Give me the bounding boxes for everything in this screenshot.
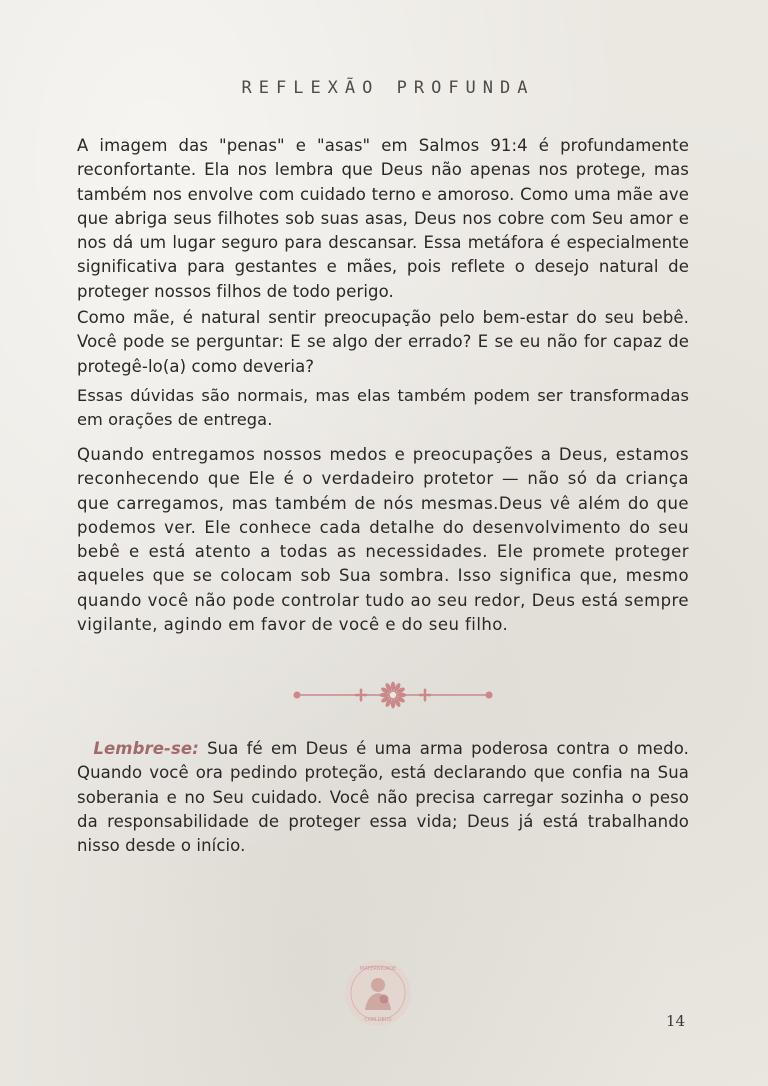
svg-text:MATERNIDADE: MATERNIDADE (359, 966, 397, 972)
page-number: 14 (666, 1012, 686, 1030)
paragraph-surrender: Quando entregamos nossos medos e preocupações a Deus, estamos reconhecendo que Ele é o verdadeiro protetor — não só da criança que carregamos, mas também de nós mesmas.Deus vê além do que podemos ver. Ele conhece cada detalhe do desenvolvimento do seu bebê e está atento a todas as necessidades. Ele promete proteger aqueles que se colocam sob Sua sombra. Isso significa que, mesmo quando você não pode controlar tudo ao seu redor, Deus está sempre vigilante, agindo em favor de você e do seu filho. (77, 445, 689, 635)
floral-divider (293, 678, 493, 712)
reminder-paragraph (77, 737, 689, 858)
page-heading: REFLEXÃO PROFUNDA (241, 78, 535, 98)
reminder-text: Sua fé em Deus é uma arma poderosa contra o medo. Quando você ora pedindo proteção, está declarando que confia na Sua soberania e no Seu cuidado. Você não precisa carregar sozinha o peso da responsabilidade de proteger essa vida; Deus já está trabalhando nisso desde o início. (77, 739, 689, 856)
flower-ornament-icon (294, 682, 493, 709)
paragraph-intro: A imagem das "penas" e "asas" em Salmos 91:4 é profundamente reconfortante. Ela nos lembra que Deus não apenas nos protege, mas também nos envolve com cuidado terno e amoroso. Como uma mãe ave que abriga seus filhotes sob suas asas, Deus nos cobre com Seu amor e nos dá um lugar seguro para descansar. Essa metáfora é especialmente significativa para gestantes e mães, pois reflete o desejo natural de proteger nossos filhos de todo perigo. (77, 136, 689, 301)
svg-text:COM DEUS: COM DEUS (364, 1017, 392, 1023)
paragraph-doubts: Essas dúvidas são normais, mas elas também podem ser transformadas em orações de entrega. (77, 386, 689, 430)
paragraph-mother-concern: Como mãe, é natural sentir preocupação pelo bem-estar do seu bebê. Você pode se perguntar: E se algo der errado? E se eu não for capaz de protegê-lo(a) como deveria? (77, 308, 689, 376)
mother-child-logo-icon (343, 958, 413, 1028)
reminder-label: Lembre-se: (93, 739, 199, 758)
